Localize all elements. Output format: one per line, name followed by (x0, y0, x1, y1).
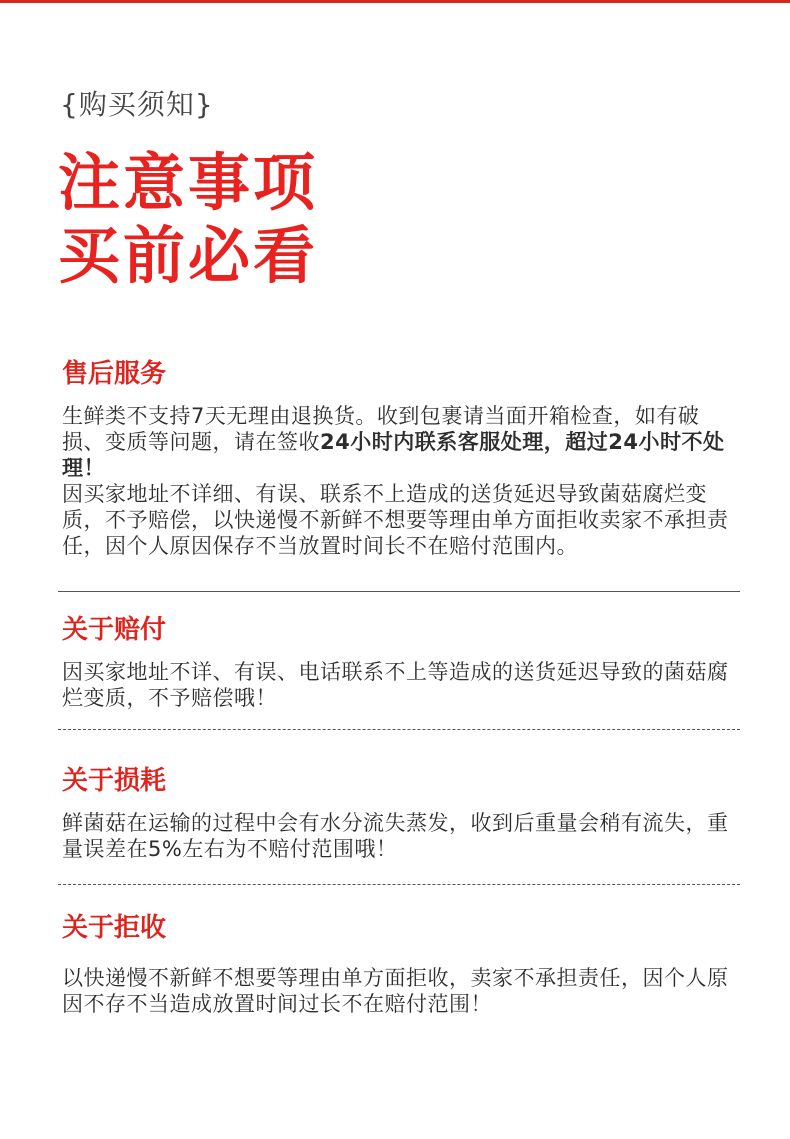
section-body-loss: 鲜菌菇在运输的过程中会有水分流失蒸发，收到后重量会稍有流失，重量误差在5%左右为不赔付范围哦！ (62, 811, 729, 861)
after-sales-text: 生鲜类不支持7天无理由退换货。收到包裹请当面开箱检查，如有破损、变质等问题，请在签收 (62, 404, 700, 454)
after-sales-paragraph-1 (62, 403, 742, 481)
section-title-rejection: 关于拒收 (62, 913, 167, 943)
section-compensation (62, 617, 742, 711)
section-divider (58, 591, 740, 592)
section-body-rejection: 以快递慢不新鲜不想要等理由单方面拒收，卖家不承担责任，因个人原因不存不当造成放置时间过长不在赔付范围！ (62, 966, 729, 1016)
top-accent-rule (0, 0, 790, 3)
section-divider-dashed (58, 729, 740, 730)
section-title-compensation: 关于赔付 (62, 615, 167, 645)
section-divider-dashed (58, 884, 740, 885)
after-sales-bold-text: 24小时内联系客服处理，超过24小时不处理！ (62, 430, 725, 480)
section-after-sales (62, 361, 742, 559)
purchase-notice-label: {购买须知} (60, 88, 214, 121)
after-sales-paragraph-2: 因买家地址不详细、有误、联系不上造成的送货延迟导致菌菇腐烂变质，不予赔偿，以快递慢不新鲜不想要等理由单方面拒收卖家不承担责任，因个人原因保存不当放置时间长不在赔付范围内。 (62, 482, 729, 558)
section-body-compensation: 因买家地址不详、有误、电话联系不上等造成的送货延迟导致的菌菇腐烂变质，不予赔偿哦！ (62, 660, 729, 710)
section-title-after-sales: 售后服务 (62, 359, 167, 389)
headline-notice: 注意事项 (58, 146, 319, 219)
headline-read-before-buying: 买前必看 (58, 219, 319, 292)
section-rejection (62, 915, 742, 1017)
section-loss (62, 768, 742, 862)
section-title-loss: 关于损耗 (62, 766, 167, 796)
section-body-after-sales (62, 403, 742, 559)
